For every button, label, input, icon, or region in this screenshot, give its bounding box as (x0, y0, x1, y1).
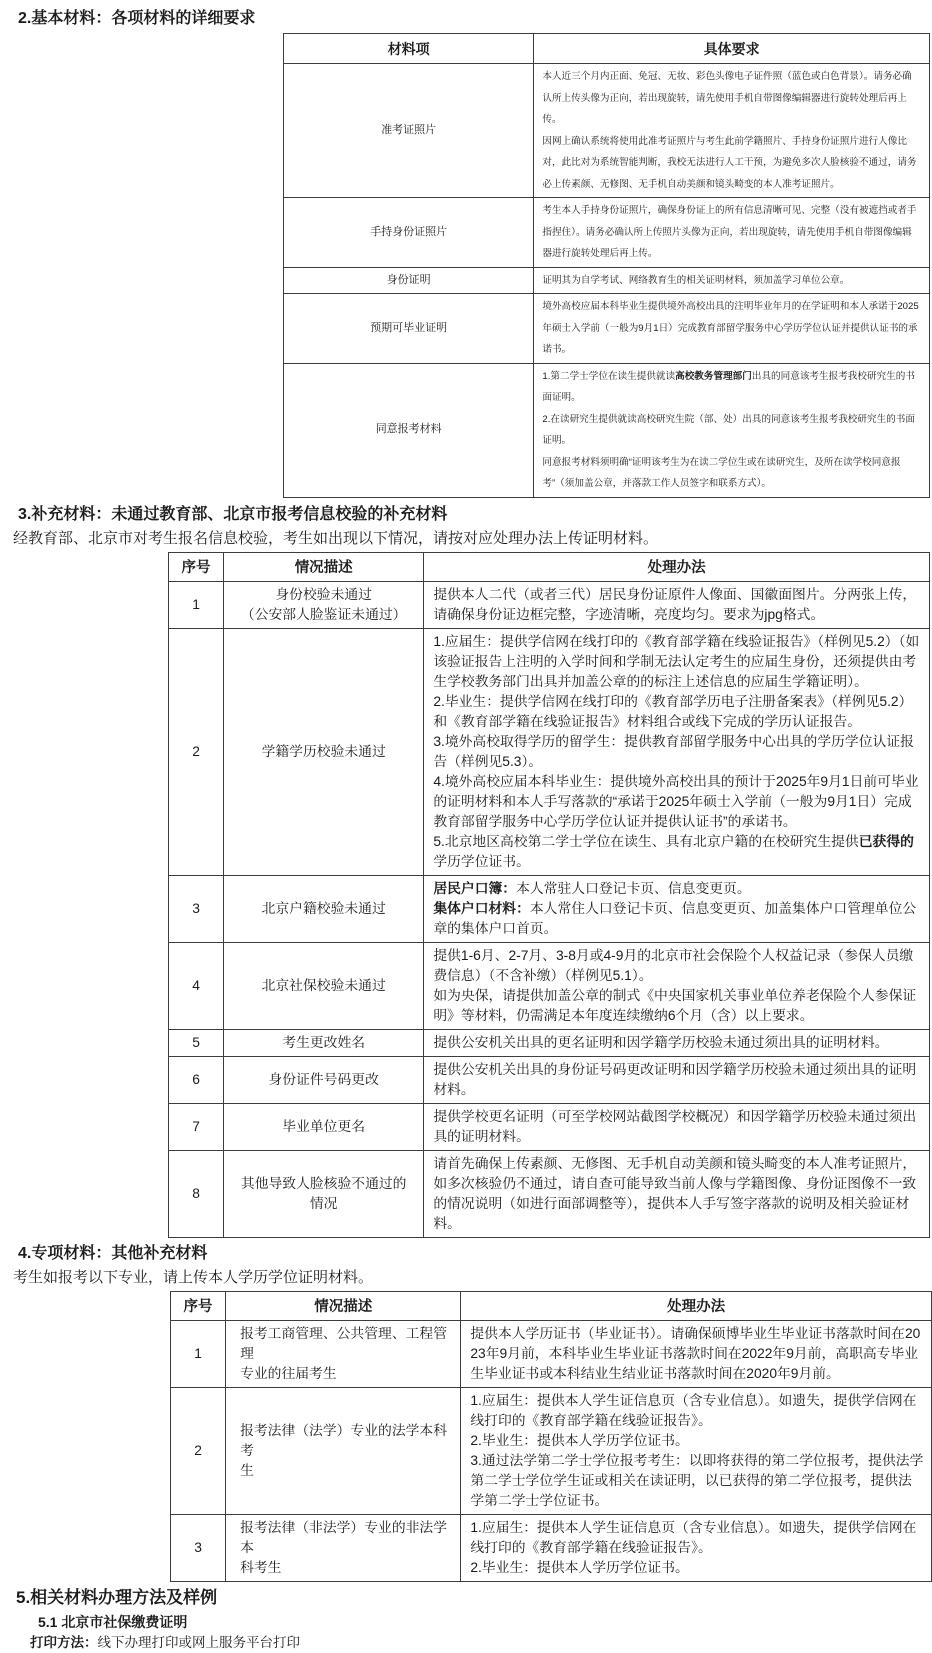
method-cell (424, 942, 930, 1029)
table-row (284, 294, 930, 364)
section-3-heading: 3.补充材料：未通过教育部、北京市报考信息校验的补充材料 (18, 505, 448, 523)
table-row (169, 581, 930, 628)
cell-line: 5 (192, 1034, 200, 1050)
text: 学历学位证书。 (433, 853, 530, 869)
situation-cell (224, 628, 424, 875)
situation-cell-header: 情况描述 (224, 552, 424, 581)
seq-cell (169, 1150, 224, 1237)
requirement-cell (534, 198, 930, 268)
method-cell-header: 处理办法 (424, 552, 930, 581)
situation-cell (224, 1103, 424, 1150)
cell-line: （公安部人脸鉴证未通过） (240, 606, 407, 622)
material-item-cell-header: 材料项 (284, 34, 534, 64)
table-row (169, 1029, 930, 1056)
cell-line: 科考生 (240, 1559, 282, 1575)
cell-line: 提供公安机关出具的更名证明和因学籍学历校验未通过须出具的证明材料。 (433, 1034, 889, 1050)
method-cell (424, 628, 930, 875)
section-4-intro: 考生如报考以下专业，请上传本人学历学位证明材料。 (13, 1268, 374, 1286)
seq-cell (169, 1029, 224, 1056)
cell-line: 报考法律（非法学）专业的非法学本 (240, 1519, 448, 1555)
cell-line: 8 (192, 1185, 200, 1201)
table-row (169, 1103, 930, 1150)
table-row (284, 267, 930, 294)
cell-line: 提供本人学历证书（毕业证书）。请确保硕博毕业生毕业证书落款时间在2023年9月前，本科毕业生毕业证书落款时间在2022年9月前，高职高专毕业生毕业证书或本科结业生结业证书落款时间在2020年9月前。 (470, 1325, 921, 1381)
section-5-heading: 5.相关材料办理方法及样例 (16, 1587, 218, 1607)
seq-cell (169, 581, 224, 628)
cell-line: 北京户籍校验未通过 (261, 900, 386, 916)
cell-line: 3.境外高校取得学历的留学生：提供教育部留学服务中心出具的学历学位认证报告（样例见5.3）。 (433, 733, 914, 769)
situation-cell (224, 1029, 424, 1056)
text: 5.北京地区高校第二学士学位在读生、具有北京户籍的在校研究生提供 (433, 833, 859, 849)
cell-line: 考生更改姓名 (282, 1034, 366, 1050)
bold-text: 已获得的 (858, 833, 914, 849)
cell-line: 提供1-6月、2-7月、3-8月或4-9月的北京市社会保险个人权益记录（参保人员缴费信息）（不含补缴）（样例见5.1）。 (433, 947, 914, 983)
method-cell (461, 1320, 932, 1387)
cell-line: 1.应届生：提供本人学生证信息页（含专业信息）。如遗失，提供学信网在线打印的《教育部学籍在线验证报告》。 (470, 1392, 917, 1428)
requirement-cell (534, 64, 930, 198)
special-materials-table (170, 1291, 932, 1582)
method-cell (424, 1150, 930, 1237)
cell-line: 2.在读研究生提供就读高校研究生院（部、处）出具的同意该考生报考我校研究生的书面证明。 (542, 413, 915, 446)
situation-cell (224, 1056, 424, 1103)
seq-cell (169, 875, 224, 942)
cell-line: 身份校验未通过 (275, 586, 372, 602)
situation-cell (224, 875, 424, 942)
bold-text: 集体户口材料： (433, 900, 530, 916)
cell-line: 考生本人手持身份证照片，确保身份证上的所有信息清晰可见、完整（没有被遮挡或者手指捏住）。请务必确认所上传照片头像为正向，若出现旋转，请先使用手机自带图像编辑器进行旋转处理后再上传。 (542, 205, 917, 259)
cell-line: 证明其为自学考试、网络教育生的相关证明材料，须加盖学习单位公章。 (542, 274, 850, 286)
cell-line: 请首先确保上传素颜、无修图、无手机自动美颜和镜头畸变的本人准考证照片，如多次核验仍不通过，请自查可能导致当前人像与学籍图像、身份证图像不一致的情况说明（如进行面部调整等），提供本人手写签字落款的说明及相关验证材料。 (433, 1155, 917, 1231)
cell-line: 本人近三个月内正面、免冠、无妆、彩色头像电子证件照（蓝色或白色背景）。请务必确认所上传头像为正向，若出现旋转，请先使用手机自带图像编辑器进行旋转处理后再上传。 (542, 71, 912, 125)
text: 1.第二学士学位在读生提供就读 (542, 370, 676, 382)
bold-text: 高校教务管理部门 (675, 370, 752, 382)
header-row (284, 34, 930, 64)
table-row (169, 1150, 930, 1237)
cell-line: 提供本人二代（或者三代）居民身份证原件人像面、国徽面图片。分两张上传，请确保身份证边框完整，字迹清晰，亮度均匀。要求为jpg格式。 (433, 586, 917, 622)
situation-cell (226, 1514, 461, 1581)
table-row (284, 198, 930, 268)
section-5-1-subheading: 5.1 北京市社保缴费证明 (38, 1613, 188, 1630)
cell-line: 毕业单位更名 (282, 1118, 366, 1134)
cell-line: 报考工商管理、公共管理、工程管理 (240, 1325, 448, 1361)
cell-line: 学籍学历校验未通过 (261, 743, 386, 759)
material-item-cell (284, 294, 534, 364)
section-3-intro: 经教育部、北京市对考生报名信息校验，考生如出现以下情况，请按对应处理办法上传证明材料。 (13, 529, 659, 547)
table-row (169, 942, 930, 1029)
table-row (171, 1514, 932, 1581)
table-row (169, 1056, 930, 1103)
cell-line (433, 899, 922, 939)
situation-cell (226, 1387, 461, 1514)
cell-line: 提供学校更名证明（可至学校网站截图学校概况）和因学籍学历校验未通过须出具的证明材料。 (433, 1108, 917, 1144)
cell-line: 身份证明 (386, 273, 431, 286)
text: 线下办理打印或网上服务平台打印 (97, 1634, 300, 1650)
cell-line: 身份证件号码更改 (268, 1071, 379, 1087)
cell-line: 2 (192, 743, 200, 759)
text: 出具的同意该考生报考我校研究生的书面证明。 (542, 370, 915, 403)
cell-line: 同意报考材料须明确“证明该考生为在读二学位生或在读研究生，及所在读学校同意报考”（须加盖公章，并落款工作人员签字和联系方式）。 (542, 456, 901, 489)
table-row (171, 1387, 932, 1514)
cell-line: 1 (192, 596, 200, 612)
cell-line: 生 (240, 1462, 254, 1478)
cell-line: 3.通过法学第二学士学位报考考生：以即将获得的第二学位报考，提供法学第二学士学位学生证或相关在读证明，以已获得的第二学位报考，提供法学第二学士学位证书。 (470, 1452, 924, 1508)
method-cell (424, 1056, 930, 1103)
method-cell (461, 1387, 932, 1514)
situation-cell (226, 1320, 461, 1387)
requirement-cell (534, 294, 930, 364)
text: 本人常驻人口登记卡页、信息变更页。 (516, 880, 751, 896)
seq-cell (169, 628, 224, 875)
material-item-cell (284, 363, 534, 497)
seq-cell (169, 1103, 224, 1150)
seq-cell-header: 序号 (171, 1291, 226, 1320)
cell-line: 同意报考材料 (375, 423, 442, 436)
cell-line (433, 832, 922, 872)
situation-cell (224, 942, 424, 1029)
cell-line (433, 879, 922, 899)
method-cell (424, 875, 930, 942)
header-row (171, 1291, 932, 1320)
cell-line: 预期可毕业证明 (370, 321, 448, 334)
requirement-cell (534, 267, 930, 294)
cell-line: 4.境外高校应届本科毕业生：提供境外高校出具的预计于2025年9月1日前可毕业的证明材料和本人手写落款的“承诺于2025年硕士入学前（一般为9月1日）完成教育部留学服务中心学历学位认证并提供认证书”的承诺书。 (433, 773, 919, 829)
cell-line: 1.应届生：提供学信网在线打印的《教育部学籍在线验证报告》（样例见5.2）（如该验证报告上注明的入学时间和学制无法认定考生的应届生身份，还须提供由考生学校教务部门出具并加盖公章的的标注上述信息的应届生学籍证明）。 (433, 633, 920, 689)
seq-cell (169, 942, 224, 1029)
basic-materials-table (283, 33, 930, 498)
cell-line: 因网上确认系统将使用此准考证照片与考生此前学籍照片、手持身份证照片进行人像比对，此比对为系统智能判断，我校无法进行人工干预，为避免多次人脸核验不通过，请务必上传素颜、无修图、无手机自动美颜和镜头畸变的本人准考证照片。 (542, 135, 917, 190)
cell-line: 7 (192, 1118, 200, 1134)
table-row (169, 875, 930, 942)
table-row (284, 64, 930, 198)
cell-line: 1 (194, 1345, 202, 1361)
cell-line: 4 (192, 977, 200, 993)
table-row (171, 1320, 932, 1387)
seq-cell (169, 1056, 224, 1103)
material-item-cell (284, 198, 534, 268)
situation-cell-header: 情况描述 (226, 1291, 461, 1320)
material-item-cell (284, 267, 534, 294)
header-row (169, 552, 930, 581)
cell-line (542, 366, 921, 409)
cell-line: 报考法律（法学）专业的法学本科考 (240, 1422, 448, 1458)
seq-cell (171, 1320, 226, 1387)
cell-line: 3 (194, 1539, 202, 1555)
cell-line: 北京社保校验未通过 (261, 977, 386, 993)
cell-line: 2 (194, 1442, 202, 1458)
cell-line: 手持身份证照片 (370, 225, 448, 238)
cell-line: 提供公安机关出具的身份证号码更改证明和因学籍学历校验未通过须出具的证明材料。 (433, 1061, 917, 1097)
section-4-heading: 4.专项材料：其他补充材料 (18, 1244, 208, 1262)
requirement-cell-header: 具体要求 (534, 34, 930, 64)
text: 本人常住人口登记卡页、信息变更页、加盖集体户口管理单位公章的集体户口首页。 (433, 900, 917, 936)
cell-line: 2.毕业生：提供学信网在线打印的《教育部学历电子注册备案表》（样例见5.2）和《教育部学籍在线验证报告》材料组合或线下完成的学历认证报告。 (433, 693, 913, 729)
bold-text: 居民户口簿： (433, 880, 517, 896)
cell-line: 准考证照片 (381, 123, 437, 136)
method-cell (424, 581, 930, 628)
material-item-cell (284, 64, 534, 198)
seq-cell (171, 1514, 226, 1581)
situation-cell (224, 1150, 424, 1237)
cell-line: 2.毕业生：提供本人学历学位证书。 (470, 1432, 689, 1448)
cell-line: 境外高校应届本科毕业生提供境外高校出具的注明毕业年月的在学证明和本人承诺于2025年硕士入学前（一般为9月1日）完成教育部留学服务中心学历学位认证并提供认证书的承诺书。 (542, 301, 919, 355)
cell-line: 情况 (309, 1195, 338, 1211)
seq-cell (171, 1387, 226, 1514)
table-row (284, 363, 930, 497)
seq-cell-header: 序号 (169, 552, 224, 581)
cell-line: 其他导致人脸核验不通过的 (240, 1175, 407, 1191)
print-method-line (0, 1633, 932, 1653)
requirement-cell (534, 363, 930, 497)
cell-line: 如为央保，请提供加盖公章的制式《中央国家机关事业单位养老保险个人参保证明》等材料，仍需满足本年度连续缴纳6个月（含）以上要求。 (433, 987, 917, 1023)
cell-line: 1.应届生：提供本人学生证信息页（含专业信息）。如遗失，提供学信网在线打印的《教育部学籍在线验证报告》。 (470, 1519, 917, 1555)
method-cell (424, 1029, 930, 1056)
supplement-materials-table (168, 552, 930, 1238)
cell-line: 3 (192, 900, 200, 916)
cell-line: 6 (192, 1071, 200, 1087)
table-row (169, 628, 930, 875)
situation-cell (224, 581, 424, 628)
section-2-heading: 2.基本材料：各项材料的详细要求 (18, 10, 256, 27)
method-cell-header: 处理办法 (461, 1291, 932, 1320)
bold-text: 打印方法： (30, 1634, 98, 1650)
cell-line: 专业的往届考生 (240, 1365, 337, 1381)
cell-line: 2.毕业生：提供本人学历学位证书。 (470, 1559, 689, 1575)
method-cell (461, 1514, 932, 1581)
method-cell (424, 1103, 930, 1150)
